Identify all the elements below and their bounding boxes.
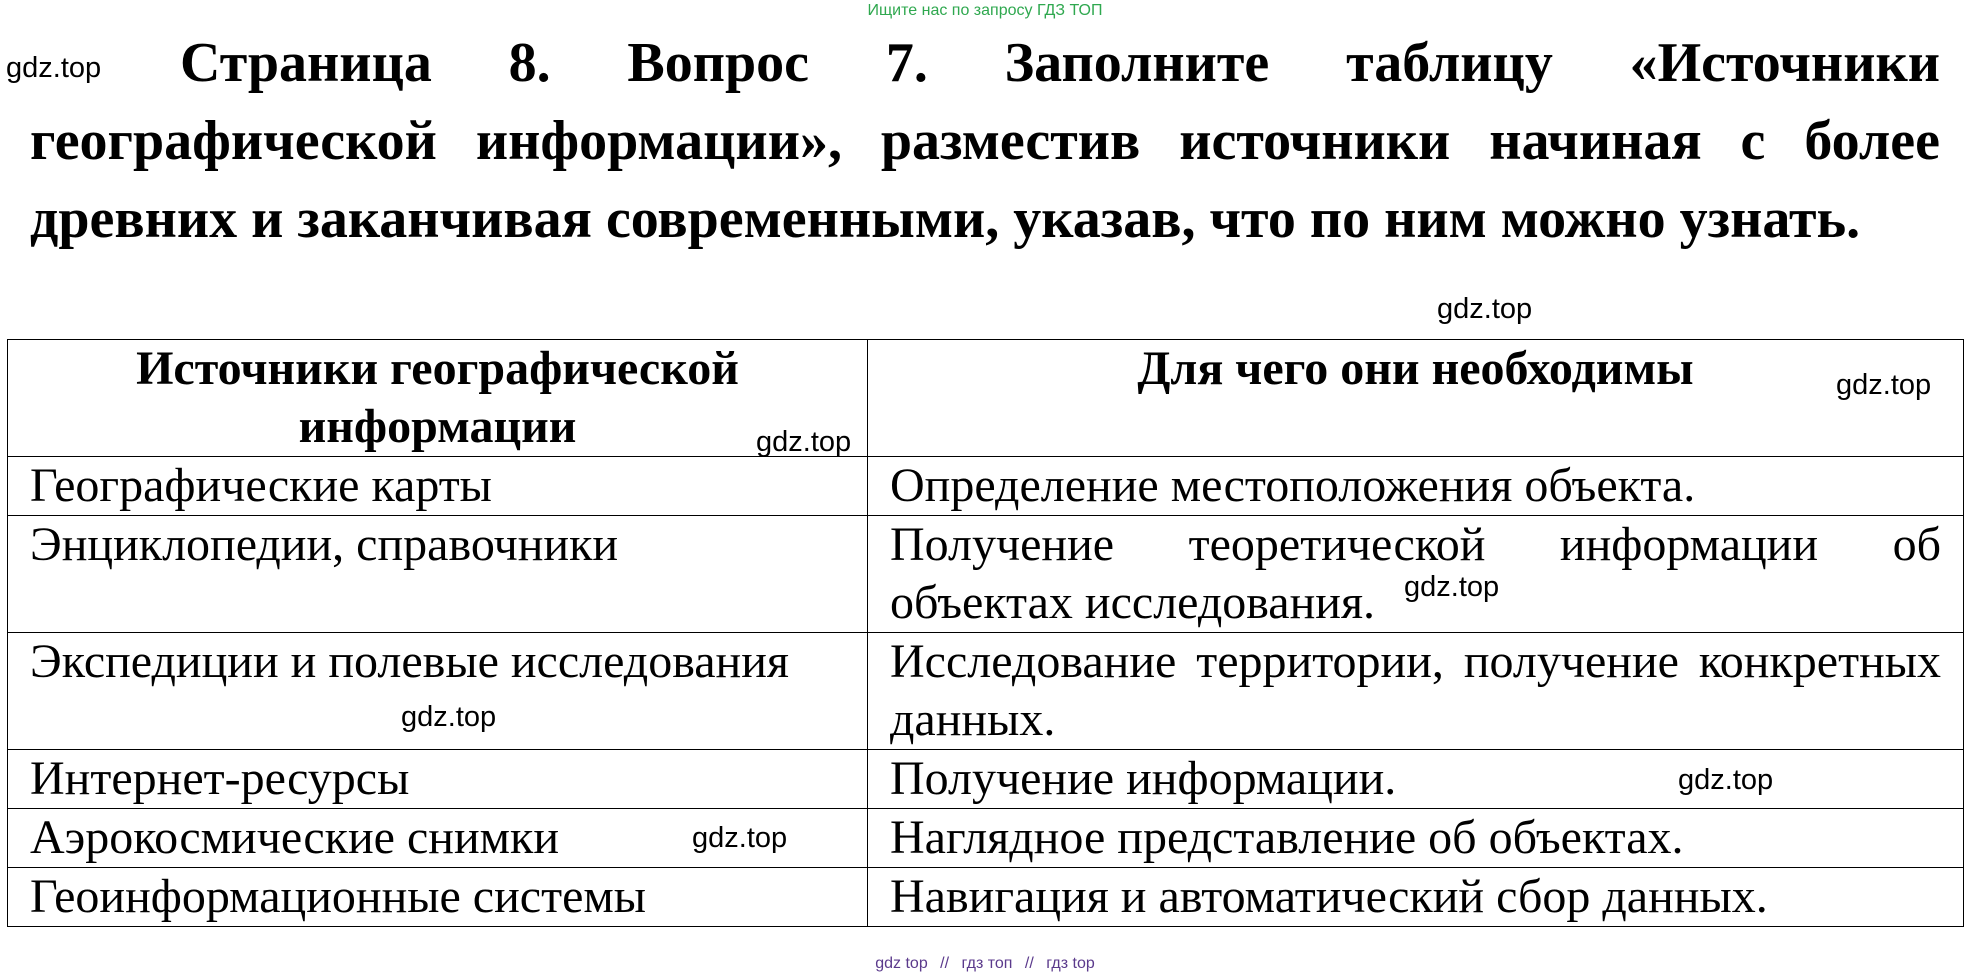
question-text: Страница 8. Вопрос 7. Заполните таблицу «Источники географической информации», разместив источники начиная с более древних и заканчивая современными, указав, что по ним можно узнать. <box>30 32 1940 250</box>
cell-purpose: Получение теоретической информации об объектах исследования. <box>868 516 1964 633</box>
header-purpose: Для чего они необходимы <box>868 340 1964 457</box>
table-row <box>8 457 1964 516</box>
footer-links <box>0 955 1970 973</box>
header-sources: Источники географической информации <box>8 340 868 457</box>
answer-table <box>7 339 1964 927</box>
watermark: gdz.top <box>401 701 497 733</box>
table-row <box>8 809 1964 868</box>
watermark: gdz.top <box>692 822 788 854</box>
cell-purpose: Исследование территории, получение конкретных данных. <box>868 633 1964 750</box>
footer-link-gdz-top-mixed[interactable]: гдз top <box>1046 955 1095 972</box>
footer-link-gdz-top[interactable]: gdz top <box>875 955 928 972</box>
watermark: gdz.top <box>6 52 102 84</box>
cell-source: Географические карты <box>8 457 868 516</box>
footer-link-gdz-top-ru[interactable]: гдз топ <box>961 955 1013 972</box>
table-header-row <box>8 340 1964 457</box>
watermark: gdz.top <box>1437 293 1533 325</box>
table-row <box>8 868 1964 927</box>
watermark: gdz.top <box>1836 369 1932 401</box>
table-row <box>8 633 1964 750</box>
watermark: gdz.top <box>1404 571 1500 603</box>
watermark: gdz.top <box>1678 764 1774 796</box>
footer-separator: // <box>940 955 950 972</box>
cell-source: Геоинформационные системы <box>8 868 868 927</box>
cell-source: Аэрокосмические снимки <box>8 809 868 868</box>
search-hint-banner: Ищите нас по запросу ГДЗ ТОП <box>867 2 1103 19</box>
cell-source: Интернет-ресурсы <box>8 750 868 809</box>
footer-separator: // <box>1024 955 1034 972</box>
cell-source: Энциклопедии, справочники <box>8 516 868 633</box>
table-row <box>8 750 1964 809</box>
cell-purpose: Навигация и автоматический сбор данных. <box>868 868 1964 927</box>
cell-purpose: Наглядное представление об объектах. <box>868 809 1964 868</box>
cell-purpose: Получение информации. <box>868 750 1964 809</box>
table-row <box>8 516 1964 633</box>
cell-source: Экспедиции и полевые исследования <box>8 633 868 750</box>
watermark: gdz.top <box>756 426 852 458</box>
cell-purpose: Определение местоположения объекта. <box>868 457 1964 516</box>
